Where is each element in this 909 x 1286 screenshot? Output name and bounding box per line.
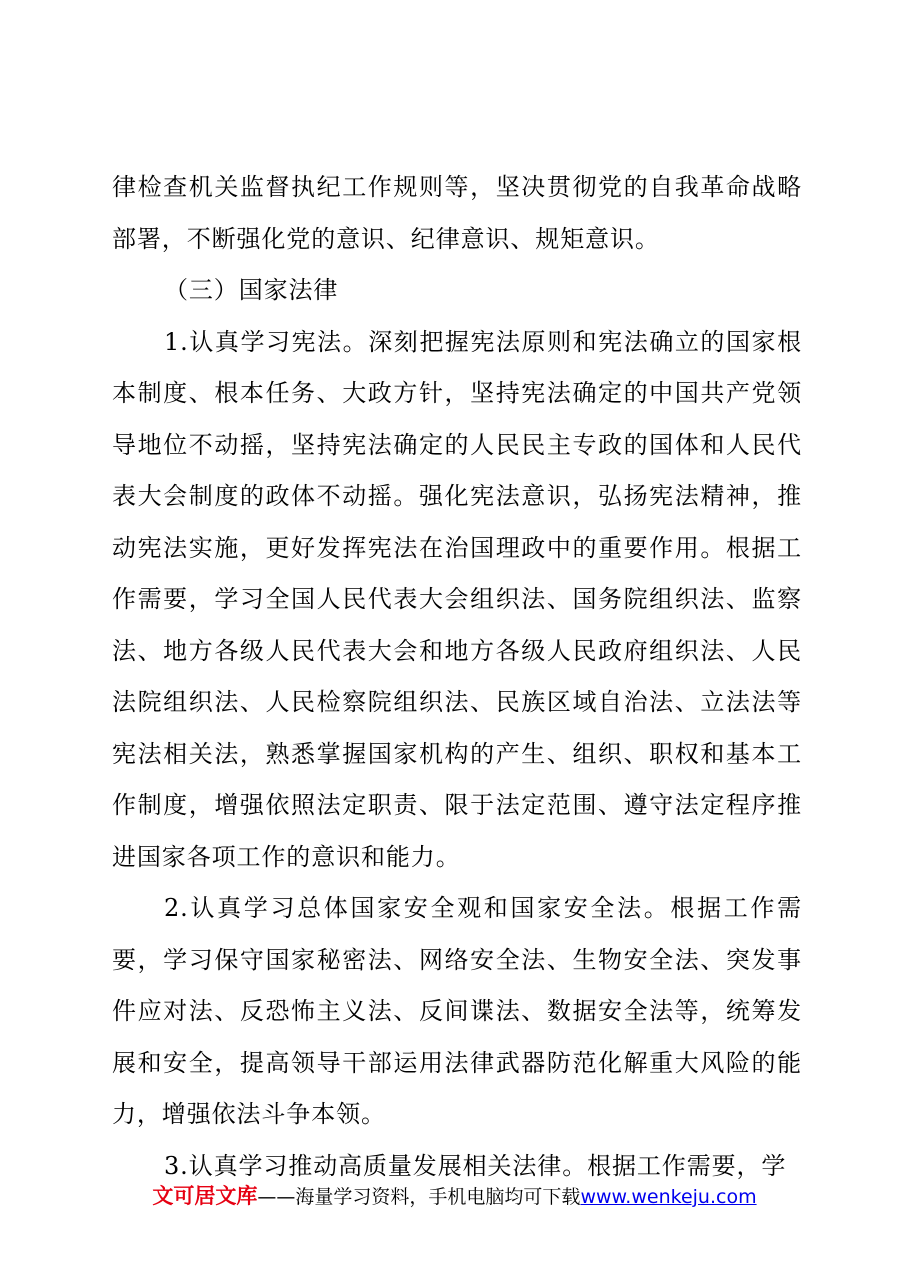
- section-heading: （三）国家法律: [164, 276, 339, 304]
- brand-name: 文可居文库: [152, 1184, 258, 1208]
- website-link[interactable]: www.wenkeju.com: [580, 1186, 757, 1208]
- footer-dash: ——: [257, 1186, 296, 1208]
- paragraph-constitution: 1.认真学习宪法。深刻把握宪法原则和宪法确立的国家根本制度、根本任务、大政方针，坚持宪法确定的中国共产党领导地位不动摇，坚持宪法确定的人民民主专政的国体和人民代表大会制度的政体不动摇。强化宪法意识，弘扬宪法精神，推动宪法实施，更好发挥宪法在治国理政中的重要作用。根据工作需要，学习全国人民代表大会组织法、国务院组织法、监察法、地方各级人民代表大会和地方各级人民政府组织法、人民法院组织法、人民检察院组织法、民族区域自治法、立法法等宪法相关法，熟悉掌握国家机构的产生、组织、职权和基本工作制度，增强依照法定职责、限于法定范围、遵守法定程序推进国家各项工作的意识和能力。: [112, 327, 802, 871]
- paragraph-national-security: 2.认真学习总体国家安全观和国家安全法。根据工作需要，学习保守国家秘密法、网络安全法、生物安全法、突发事件应对法、反恐怖主义法、反间谍法、数据安全法等，统筹发展和安全，提高领导干部运用法律武器防范化解重大风险的能力，增强依法斗争本领。: [112, 894, 802, 1128]
- footer-tagline: 海量学习资料，手机电脑均可下载: [295, 1186, 581, 1208]
- footer-banner: [0, 1183, 909, 1210]
- paragraph-continuation: 律检查机关监督执纪工作规则等，坚决贯彻党的自我革命战略部署，不断强化党的意识、纪律意识、规矩意识。: [112, 173, 802, 253]
- document-body: [112, 162, 802, 1192]
- paragraph-high-quality-development: 3.认真学习推动高质量发展相关法律。根据工作需要，学: [164, 1151, 787, 1180]
